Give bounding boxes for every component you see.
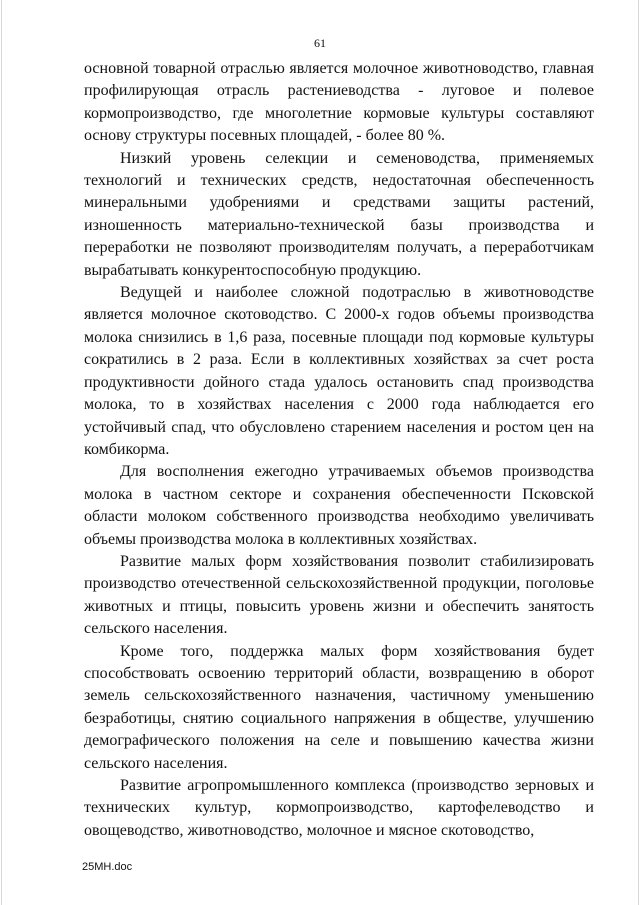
paragraph-5: Развитие малых форм хозяйствования позволит стабилизировать производство отечественной сельскохозяйственной продукции, поголовье животных и птицы, повысить уровень жизни и обеспечить занятость сельского населения.	[84, 552, 594, 638]
paragraph-1: основной товарной отраслью является молочное животноводство, главная профилирующая отрасль растениеводства - луговое и полевое кормопроизводство, где многолетние кормовые культуры составляют основу структуры посевных площадей, - более 80 %.	[84, 60, 594, 145]
page-left-edge	[1, 0, 2, 905]
paragraph-6: Кроме того, поддержка малых форм хозяйствования будет способствовать освоению территорий области, возвращению в оборот земель сельскохозяйственного назначения, частичному уменьшению безработицы, снятию социального напряжения в обществе, улучшению демографического положения на селе и повышению качества жизни сельского населения.	[84, 642, 594, 772]
page-right-edge	[638, 0, 639, 905]
footer-filename: 25МН.doc	[82, 861, 133, 873]
paragraph-2: Низкий уровень селекции и семеноводства, применяемых технологий и технических средств, недостаточная обеспеченность минеральными удобрениями и средствами защиты растений, изношенность материально-технической базы производства и переработки не позволяют производителям получать, а переработчикам вырабатывать конкурентоспособную продукцию.	[84, 149, 594, 279]
paragraph-3: Ведущей и наиболее сложной подотраслью в животноводстве является молочное скотоводство. С 2000-х годов объемы производства молока снизились в 1,6 раза, посевные площади под кормовые культуры сократились в 2 раза. Если в коллективных хозяйствах за счет роста продуктивности дойного стада удалось остановить спад производства молока, то в хозяйствах населения с 2000 года наблюдается его устойчивый спад, что обусловлено старением населения и ростом цен на комбикорма.	[84, 284, 594, 458]
paragraph-4: Для восполнения ежегодно утрачиваемых объемов производства молока в частном секторе и сохранения обеспеченности Псковской области молоком собственного производства необходимо увеличивать объемы производства молока в коллективных хозяйствах.	[84, 463, 594, 548]
page-number: 61	[314, 36, 326, 50]
paragraph-7: Развитие агропромышленного комплекса (производство зерновых и технических культур, кормопроизводство, картофелеводство и овощеводство, животноводство, молочное и мясное скотоводство,	[84, 777, 594, 839]
body-text	[84, 58, 594, 842]
